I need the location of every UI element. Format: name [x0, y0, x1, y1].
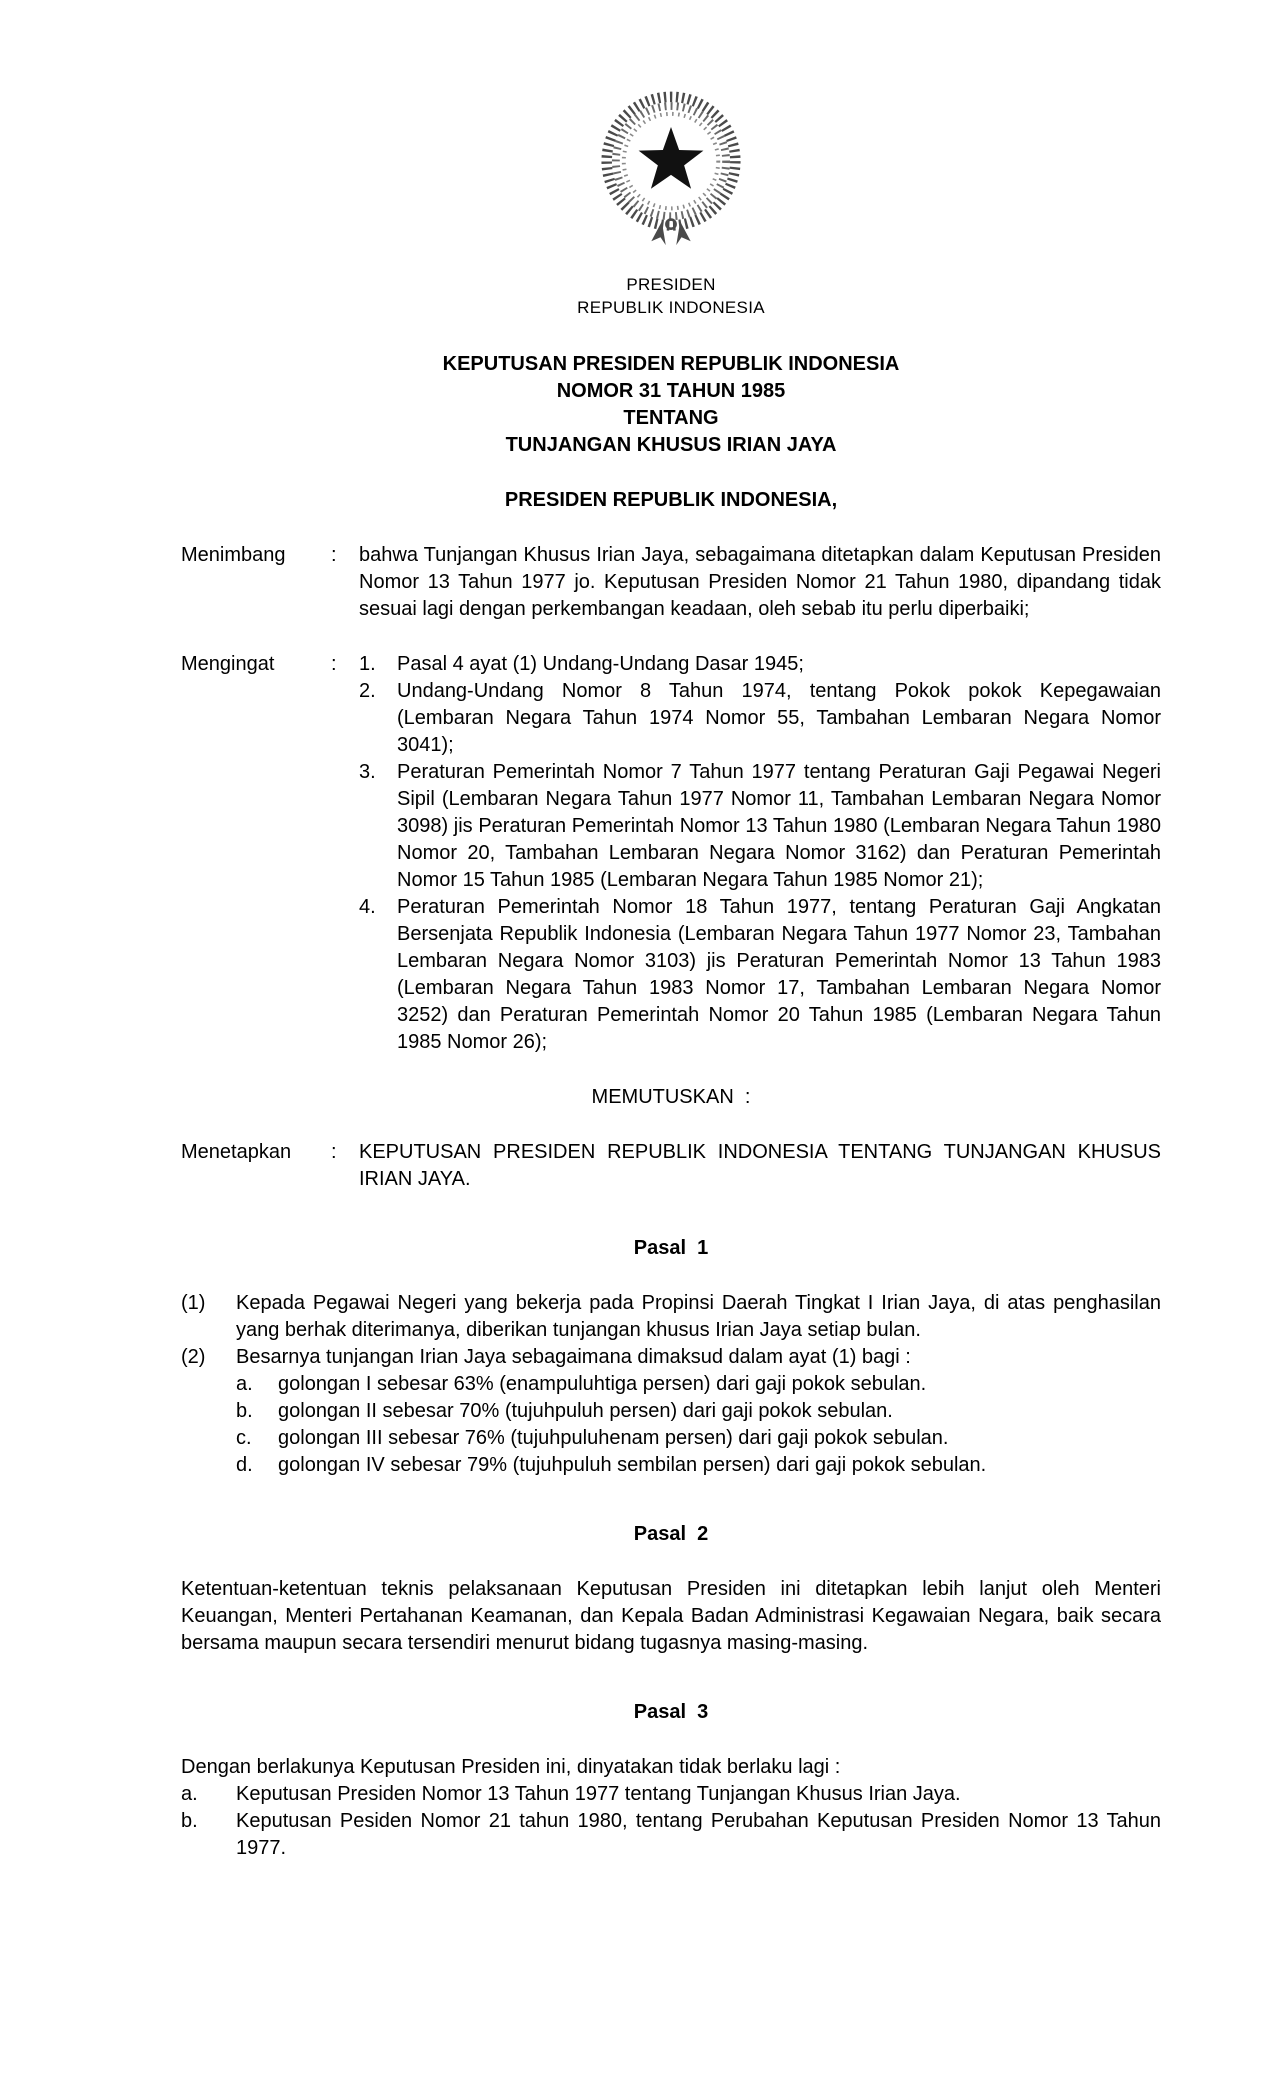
mengingat-section — [181, 651, 1161, 1056]
golongan-item-a-letter: a. — [236, 1373, 253, 1395]
decree-title — [181, 351, 1161, 459]
legal-basis-item-1-number: 1. — [359, 653, 376, 675]
decree-title-line4: TUNJANGAN KHUSUS IRIAN JAYA — [505, 434, 837, 456]
golongan-item-a-text: golongan I sebesar 63% (enampuluhtiga persen) dari gaji pokok sebulan. — [278, 1373, 927, 1395]
golongan-item-d-text: golongan IV sebesar 79% (tujuhpuluh sembilan persen) dari gaji pokok sebulan. — [278, 1454, 987, 1476]
menetapkan-section — [181, 1139, 1161, 1193]
decree-title-line2: NOMOR 31 TAHUN 1985 — [556, 380, 786, 402]
golongan-item-a — [236, 1371, 1161, 1398]
legal-basis-item-3 — [359, 759, 1161, 894]
legal-basis-item-4-text: Peraturan Pemerintah Nomor 18 Tahun 1977, tentang Peraturan Gaji Angkatan Bersenjata Republik Indonesia (Lembaran Negara Tahun 1977 Nomor 23, Tambahan Lembaran Negara Nomor 3103) jis Peraturan Pemerintah Nomor 13 Tahun 1983 (Lembaran Negara Tahun 1983 Nomor 17, Tambahan Lembaran Negara Nomor 3252) dan Peraturan Pemerintah Nomor 20 Tahun 1985 (Lembaran Negara Tahun 1985 Nomor 26); — [397, 896, 1161, 1053]
pasal-3-item-b-letter: b. — [181, 1810, 198, 1832]
legal-basis-item-4 — [359, 894, 1161, 1056]
agency-line-republik-indonesia: REPUBLIK INDONESIA — [577, 298, 765, 317]
pasal-3-item-a-letter: a. — [181, 1783, 198, 1805]
legal-basis-item-2 — [359, 678, 1161, 759]
presidential-star-wreath-emblem-icon — [592, 85, 750, 253]
golongan-item-b-letter: b. — [236, 1400, 253, 1422]
mengingat-list — [359, 651, 1161, 1056]
pasal-3-heading: Pasal 3 — [633, 1701, 709, 1723]
pasal-2-text: Ketentuan-ketentuan teknis pelaksanaan Keputusan Presiden ini ditetapkan lebih lanjut oleh Menteri Keuangan, Menteri Pertahanan Keamanan, dan Kepala Badan Administrasi Kegawaian Negara, baik secara bersama maupun secara tersendiri menurut bidang tugasnya masing-masing. — [181, 1578, 1161, 1654]
golongan-item-c-text: golongan III sebesar 76% (tujuhpuluhenam persen) dari gaji pokok sebulan. — [278, 1427, 949, 1449]
pasal-3-item-b — [181, 1808, 1161, 1862]
golongan-item-b — [236, 1398, 1161, 1425]
mengingat-colon: : — [331, 653, 337, 675]
decree-title-line3: TENTANG — [623, 407, 719, 429]
golongan-item-b-text: golongan II sebesar 70% (tujuhpuluh persen) dari gaji pokok sebulan. — [278, 1400, 893, 1422]
pasal-3-item-a — [181, 1781, 1161, 1808]
pasal-1-clause-1-number: (1) — [181, 1292, 206, 1314]
menetapkan-text: KEPUTUSAN PRESIDEN REPUBLIK INDONESIA TENTANG TUNJANGAN KHUSUS IRIAN JAYA. — [359, 1141, 1161, 1190]
legal-basis-item-2-text: Undang-Undang Nomor 8 Tahun 1974, tentang Pokok pokok Kepegawaian (Lembaran Negara Tahun 1974 Nomor 55, Tambahan Lembaran Negara Nomor 3041); — [397, 680, 1161, 756]
menetapkan-colon: : — [331, 1141, 337, 1163]
decree-title-line1: KEPUTUSAN PRESIDEN REPUBLIK INDONESIA — [442, 353, 900, 375]
preamble-heading: PRESIDEN REPUBLIK INDONESIA, — [504, 489, 838, 511]
legal-basis-item-1 — [359, 651, 1161, 678]
golongan-item-c — [236, 1425, 1161, 1452]
legal-basis-item-4-number: 4. — [359, 896, 376, 918]
pasal-1-clause-1 — [181, 1290, 1161, 1344]
menimbang-text: bahwa Tunjangan Khusus Irian Jaya, sebagaimana ditetapkan dalam Keputusan Presiden Nomor 13 Tahun 1977 jo. Keputusan Presiden Nomor 21 Tahun 1980, dipandang tidak sesuai lagi dengan perkembangan keadaan, oleh sebab itu perlu diperbaiki; — [359, 544, 1161, 620]
agency-header — [181, 273, 1161, 319]
menetapkan-label: Menetapkan — [181, 1141, 292, 1163]
pasal-1-clause-1-text: Kepada Pegawai Negeri yang bekerja pada Propinsi Daerah Tingkat I Irian Jaya, di atas penghasilan yang berhak diterimanya, diberikan tunjangan khusus Irian Jaya setiap bulan. — [236, 1292, 1161, 1341]
golongan-item-d — [236, 1452, 1161, 1479]
golongan-item-c-letter: c. — [236, 1427, 252, 1449]
pasal-1-clause-2-content — [236, 1344, 1161, 1479]
pasal-1-clause-2-text: Besarnya tunjangan Irian Jaya sebagaimana dimaksud dalam ayat (1) bagi : — [236, 1346, 911, 1368]
pasal-1-heading: Pasal 1 — [633, 1237, 709, 1259]
menimbang-colon: : — [331, 544, 337, 566]
pasal-3-item-b-text: Keputusan Pesiden Nomor 21 tahun 1980, tentang Perubahan Keputusan Presiden Nomor 13 Tahun 1977. — [236, 1810, 1161, 1859]
legal-basis-item-3-text: Peraturan Pemerintah Nomor 7 Tahun 1977 tentang Peraturan Gaji Pegawai Negeri Sipil (Lembaran Negara Tahun 1977 Nomor 11, Tambahan Lembaran Negara Nomor 3098) jis Peraturan Pemerintah Nomor 13 Tahun 1980 (Lembaran Negara Tahun 1980 Nomor 20, Tambahan Lembaran Negara Nomor 3162) dan Peraturan Pemerintah Nomor 15 Tahun 1985 (Lembaran Negara Tahun 1985 Nomor 21); — [397, 761, 1161, 891]
emblem-container — [181, 85, 1161, 261]
pasal-3-item-a-text: Keputusan Presiden Nomor 13 Tahun 1977 tentang Tunjangan Khusus Irian Jaya. — [236, 1783, 961, 1805]
golongan-item-d-letter: d. — [236, 1454, 253, 1476]
legal-basis-item-3-number: 3. — [359, 761, 376, 783]
pasal-1-body — [181, 1290, 1161, 1479]
legal-basis-item-1-text: Pasal 4 ayat (1) Undang-Undang Dasar 1945; — [397, 653, 804, 675]
pasal-2-heading: Pasal 2 — [633, 1523, 709, 1545]
menimbang-label: Menimbang — [181, 544, 286, 566]
pasal-3-body — [181, 1754, 1161, 1862]
legal-basis-item-2-number: 2. — [359, 680, 376, 702]
pasal-1-clause-2 — [181, 1344, 1161, 1479]
mengingat-label: Mengingat — [181, 653, 275, 675]
agency-line-presiden: PRESIDEN — [626, 275, 716, 294]
memutuskan-heading: MEMUTUSKAN : — [591, 1086, 751, 1108]
pasal-1-clause-2-number: (2) — [181, 1346, 206, 1368]
pasal-3-intro: Dengan berlakunya Keputusan Presiden ini, dinyatakan tidak berlaku lagi : — [181, 1756, 841, 1778]
menimbang-section — [181, 542, 1161, 623]
